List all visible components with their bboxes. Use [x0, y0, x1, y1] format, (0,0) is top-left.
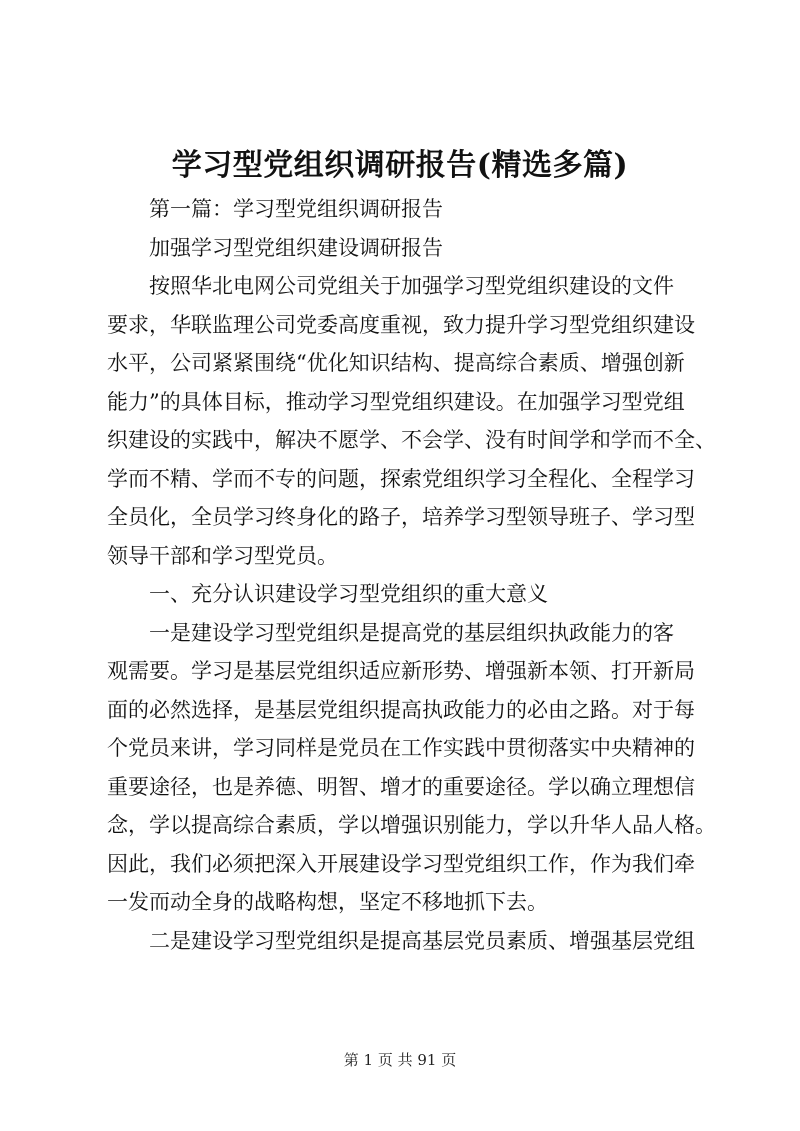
paragraph-line: 领导干部和学习型党员。	[107, 543, 338, 568]
paragraph-line: 个党员来讲，学习同样是党员在工作实践中贯彻落实中央精神的	[107, 736, 695, 760]
document-body	[107, 190, 716, 960]
paragraph-line: 能力”的具体目标，推动学习型党组织建设。在加强学习型党组	[107, 389, 685, 414]
paragraph-line: 要求，华联监理公司党委高度重视，致力提升学习型党组织建设	[107, 312, 695, 337]
paragraph-line: 水平，公司紧紧围绕“优化知识结构、提高综合素质、增强创新	[107, 351, 685, 375]
paragraph-line: 念，学以提高综合素质，学以增强识别能力，学以升华人品人格。	[107, 813, 716, 837]
paragraph-line: 观需要。学习是基层党组织适应新形势、增强新本领、打开新局	[107, 659, 695, 683]
paragraph-line: 因此，我们必须把深入开展建设学习型党组织工作，作为我们牵	[107, 851, 695, 876]
page-number-footer: 第 1 页 共 91 页	[343, 1051, 457, 1069]
section-heading: 一、充分认识建设学习型党组织的重大意义	[149, 582, 548, 606]
paragraph-line: 重要途径，也是养德、明智、增才的重要途径。学以确立理想信	[107, 774, 695, 799]
paragraph-line: 二是建设学习型党组织是提高基层党员素质、增强基层党组	[149, 928, 695, 953]
paragraph-line: 一发而动全身的战略构想，坚定不移地抓下去。	[107, 890, 548, 914]
paragraph-line: 织建设的实践中，解决不愿学、不会学、没有时间学和学而不全、	[107, 428, 716, 452]
report-subtitle: 加强学习型党组织建设调研报告	[149, 235, 443, 260]
paragraph-line: 学而不精、学而不专的问题，探索党组织学习全程化、全程学习	[107, 466, 695, 491]
section-heading: 第一篇：学习型党组织调研报告	[149, 197, 443, 221]
paragraph-line: 面的必然选择，是基层党组织提高执政能力的必由之路。对于每	[107, 697, 695, 722]
paragraph-line: 按照华北电网公司党组关于加强学习型党组织建设的文件	[149, 274, 674, 298]
paragraph-line: 全员化，全员学习终身化的路子，培养学习型领导班子、学习型	[107, 505, 695, 529]
document-title: 学习型党组织调研报告(精选多篇)	[171, 148, 629, 183]
paragraph-line: 一是建设学习型党组织是提高党的基层组织执政能力的客	[149, 620, 674, 645]
